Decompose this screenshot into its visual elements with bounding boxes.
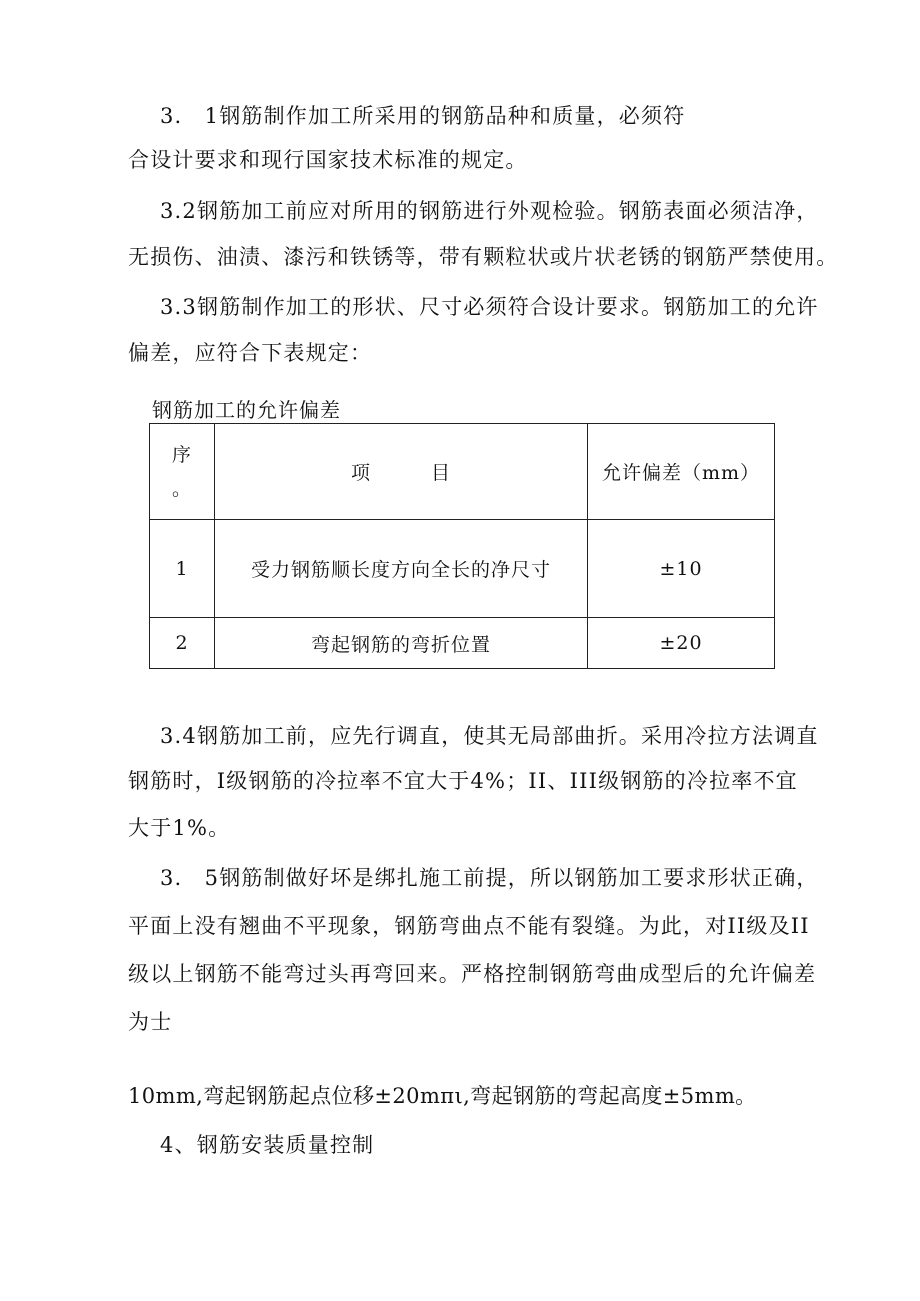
header-no-label: 序 — [171, 443, 192, 466]
row-no-cell: 2 — [150, 618, 215, 669]
tolerance-table — [149, 423, 775, 669]
para-3-5-line-4: 为士 — [128, 1010, 173, 1034]
row-item-cell: 受力钢筋顺长度方向全长的净尺寸 — [215, 520, 588, 618]
header-no-mark: 。 — [171, 477, 192, 500]
row-tolerance-cell: ±20 — [588, 618, 775, 669]
header-tolerance-cell: 允许偏差（mm） — [588, 424, 775, 520]
section-4-heading: 4、钢筋安装质量控制 — [160, 1133, 375, 1157]
row-no-cell: 1 — [150, 520, 215, 618]
table-caption: 钢筋加工的允许偏差 — [152, 398, 341, 422]
table-row — [150, 618, 775, 669]
para-3-4-line-2: 钢筋时，I级钢筋的冷拉率不宜大于4%；II、III级钢筋的冷拉率不宜 — [128, 769, 798, 793]
para-3-3-line-1: 3.3钢筋制作加工的形状、尺寸必须符合设计要求。钢筋加工的允许 — [160, 295, 819, 319]
para-3-1-line-1: 3. 1钢筋制作加工所采用的钢筋品种和质量，必须符 — [160, 104, 686, 128]
row-tolerance-cell: ±10 — [588, 520, 775, 618]
table-row — [150, 520, 775, 618]
header-item-cell: 项 目 — [215, 424, 588, 520]
para-3-5-line-3: 级以上钢筋不能弯过头再弯回来。严格控制钢筋弯曲成型后的允许偏差 — [128, 962, 817, 986]
row-item-cell: 弯起钢筋的弯折位置 — [215, 618, 588, 669]
para-3-1-line-2: 合设计要求和现行国家技术标准的规定。 — [128, 148, 528, 172]
header-no-cell — [150, 424, 215, 520]
para-3-2-line-1: 3.2钢筋加工前应对所用的钢筋进行外观检验。钢筋表面必须洁净， — [160, 199, 819, 223]
para-3-4-line-1: 3.4钢筋加工前，应先行调直，使其无局部曲折。采用冷拉方法调直 — [160, 724, 819, 748]
para-3-2-line-2: 无损伤、油渍、漆污和铁锈等，带有颗粒状或片状老锈的钢筋严禁使用。 — [128, 245, 839, 269]
table-header-row — [150, 424, 775, 520]
para-3-5-line-1: 3. 5钢筋制做好坏是绑扎施工前提，所以钢筋加工要求形状正确， — [160, 866, 819, 890]
para-3-3-line-2: 偏差，应符合下表规定： — [128, 341, 373, 365]
para-3-4-line-3: 大于1%。 — [128, 816, 231, 840]
para-3-5-continuation: 10mm,弯起钢筋起点位移±20mπι,弯起钢筋的弯起高度±5mm。 — [128, 1084, 757, 1108]
para-3-5-line-2: 平面上没有翘曲不平现象，钢筋弯曲点不能有裂缝。为此，对II级及II — [128, 914, 810, 938]
